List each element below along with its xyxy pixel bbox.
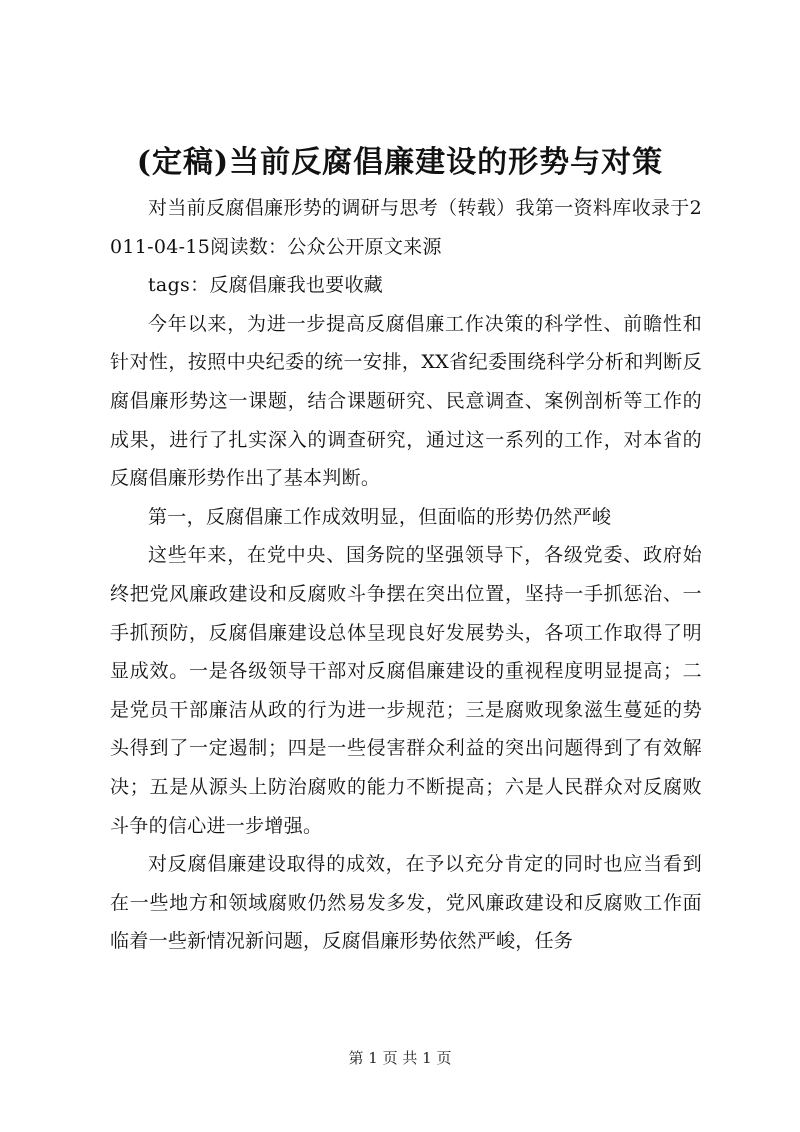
page-number-footer: 第 1 页 共 1 页 — [348, 1049, 452, 1067]
paragraph-source-info: 对当前反腐倡廉形势的调研与思考（转载）我第一资料库收录于2011-04-15阅读数：公众公开原文来源 — [110, 197, 702, 258]
paragraph-tags: tags：反腐倡廉我也要收藏 — [148, 274, 384, 297]
document-title: (定稿)当前反腐倡廉建设的形势与对策 — [136, 145, 664, 180]
paragraph-challenges: 对反腐倡廉建设取得的成效，在予以充分肯定的同时也应当看到在一些地方和领域腐败仍然易发多发，党风廉政建设和反腐败工作面临着一些新情况新问题，反腐倡廉形势依然严峻，任务 — [110, 853, 702, 953]
paragraph-intro: 今年以来，为进一步提高反腐倡廉工作决策的科学性、前瞻性和针对性，按照中央纪委的统一安排，XX省纪委围绕科学分析和判断反腐倡廉形势这一课题，结合课题研究、民意调查、案例剖析等工作的成果，进行了扎实深入的调查研究，通过这一系列的工作，对本省的反腐倡廉形势作出了基本判断。 — [110, 312, 702, 490]
section-heading-first: 第一，反腐倡廉工作成效明显，但面临的形势仍然严峻 — [148, 505, 612, 528]
paragraph-achievements: 这些年来，在党中央、国务院的坚强领导下，各级党委、政府始终把党风廉政建设和反腐败斗争摆在突出位置，坚持一手抓惩治、一手抓预防，反腐倡廉建设总体呈现良好发展势头，各项工作取得了明显成效。一是各级领导干部对反腐倡廉建设的重视程度明显提高；二是党员干部廉洁从政的行为进一步规范；三是腐败现象滋生蔓延的势头得到了一定遏制；四是一些侵害群众利益的突出问题得到了有效解决；五是从源头上防治腐败的能力不断提高；六是人民群众对反腐败斗争的信心进一步增强。 — [110, 544, 702, 837]
document-body — [110, 189, 702, 961]
